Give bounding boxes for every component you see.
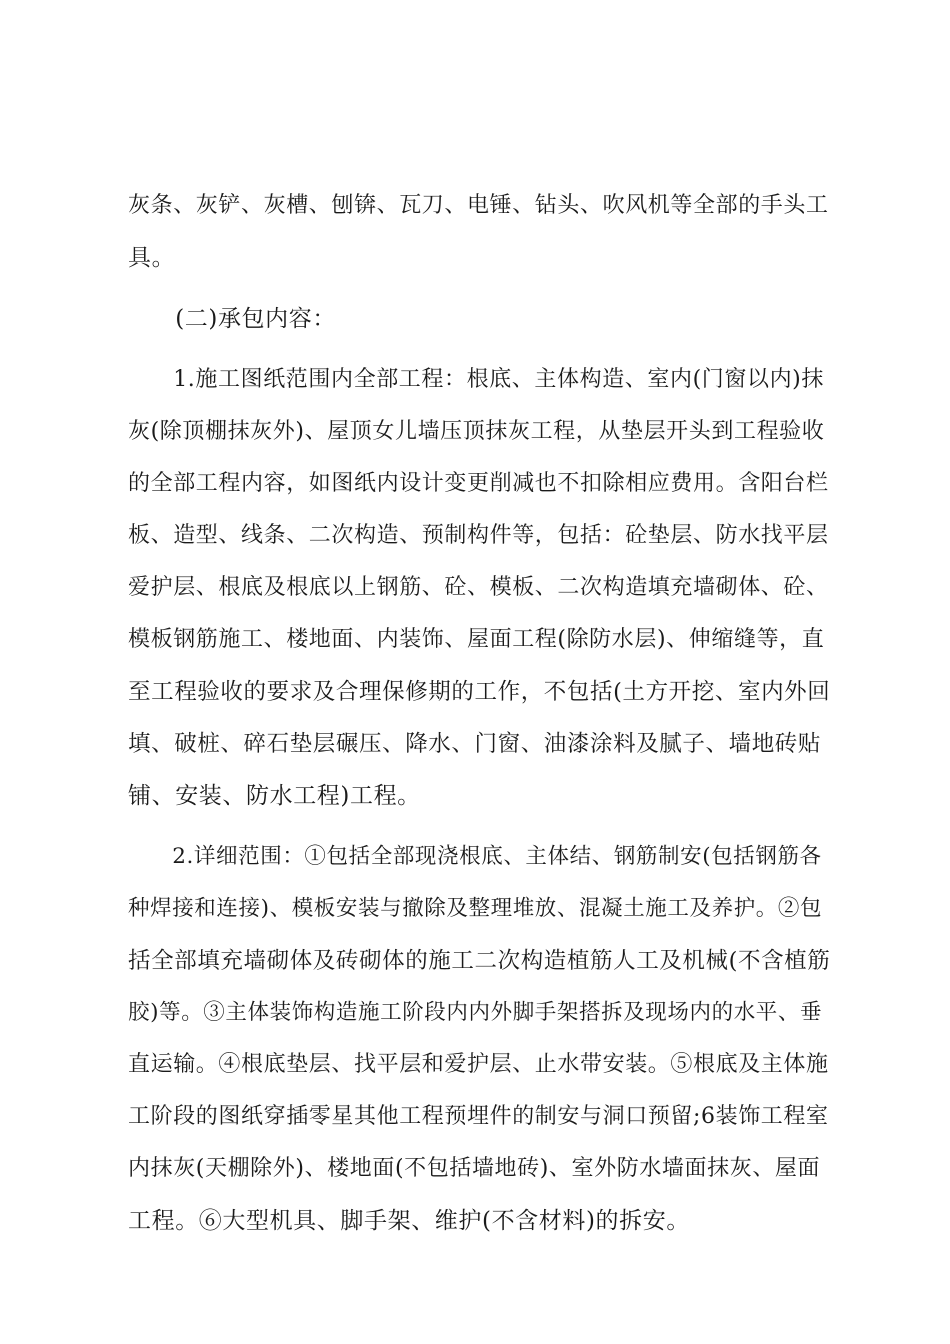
text-line: 工程。⑥大型机具、脚手架、维护(不含材料)的拆安。: [128, 1208, 690, 1234]
section-heading: [128, 293, 834, 345]
text-line: 的全部工程内容，如图纸内设计变更削减也不扣除相应费用。含阳台栏: [128, 471, 829, 496]
text-line: 直运输。④根底垫层、找平层和爱护层、止水带安装。⑤根底及主体施: [128, 1052, 829, 1077]
text-line: 括全部填充墙砌体及砖砌体的施工二次构造植筋人工及机械(不含植筋: [128, 948, 831, 974]
text-line: 至工程验收的要求及合理保修期的工作，不包括(土方开挖、室内外回: [128, 679, 831, 705]
text-line: 1.施工图纸范围内全部工程：根底、主体构造、室内(门窗以内)抹: [128, 367, 824, 392]
text-line: 爱护层、根底及根底以上钢筋、砼、模板、二次构造填充墙砌体、砼、: [128, 575, 829, 600]
text-line: 内抹灰(天棚除外)、楼地面(不包括墙地砖)、室外防水墙面抹灰、屋面: [128, 1156, 821, 1181]
text-line: 2.详细范围：①包括全部现浇根底、主体结、钢筋制安(包括钢筋各: [128, 844, 822, 869]
paragraph-spacer: [128, 284, 834, 293]
text-line: 具。: [128, 245, 176, 271]
paragraph-scope-2: [128, 831, 834, 1247]
text-line: 模板钢筋施工、楼地面、内装饰、屋面工程(除防水层)、伸缩缝等，直: [128, 627, 825, 652]
text-line: 胶)等。③主体装饰构造施工阶段内内外脚手架搭拆及现场内的水平、垂: [128, 1000, 823, 1025]
text-line: 填、破桩、碎石垫层碾压、降水、门窗、油漆涂料及腻子、墙地砖贴: [128, 731, 822, 757]
text-line: 灰(除顶棚抹灰外)、屋顶女儿墙压顶抹灰工程，从垫层开头到工程验收: [128, 419, 825, 444]
paragraph-tools: [128, 180, 834, 284]
paragraph-spacer: [128, 822, 834, 831]
document-body: [128, 180, 834, 1247]
text-line: 工阶段的图纸穿插零星其他工程预埋件的制安与洞口预留;6装饰工程室: [128, 1104, 829, 1129]
paragraph-spacer: [128, 345, 834, 354]
text-line: 灰条、灰铲、灰槽、刨锛、瓦刀、电锤、钻头、吹风机等全部的手头工: [128, 193, 829, 218]
heading-line: (二)承包内容：: [128, 306, 336, 332]
text-line: 种焊接和连接)、模板安装与撤除及整理堆放、混凝土施工及养护。②包: [128, 896, 823, 921]
text-line: 板、造型、线条、二次构造、预制构件等，包括：砼垫层、防水找平层: [128, 523, 829, 548]
paragraph-scope-1: [128, 354, 834, 822]
text-line: 铺、安装、防水工程)工程。: [128, 783, 421, 809]
